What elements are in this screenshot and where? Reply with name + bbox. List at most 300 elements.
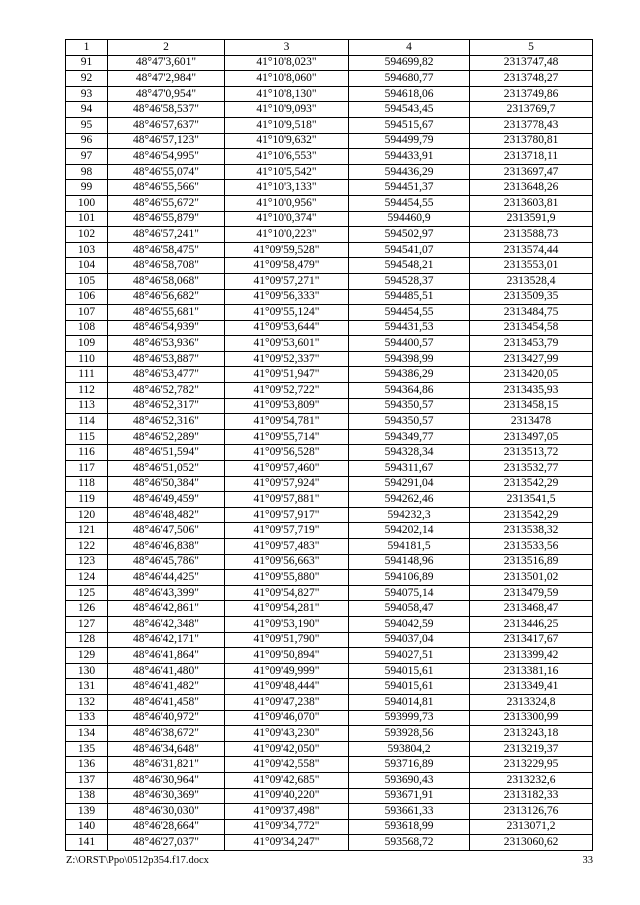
point-number-cell: 114 xyxy=(66,414,108,430)
header-cell-col-4: 4 xyxy=(349,40,470,56)
table-row xyxy=(66,492,593,508)
x-coordinate-cell: 594618,06 xyxy=(349,86,470,102)
y-coordinate-cell: 2313603,81 xyxy=(470,195,593,211)
table-row xyxy=(66,663,593,679)
latitude-cell: 48°46'58,475" xyxy=(108,242,225,258)
longitude-cell: 41°09'49,999" xyxy=(225,663,349,679)
latitude-cell: 48°46'42,171" xyxy=(108,632,225,648)
point-number-cell: 112 xyxy=(66,383,108,399)
longitude-cell: 41°09'53,644" xyxy=(225,320,349,336)
y-coordinate-cell: 2313780,81 xyxy=(470,133,593,149)
longitude-cell: 41°09'52,337" xyxy=(225,351,349,367)
longitude-cell: 41°09'56,528" xyxy=(225,445,349,461)
table-row xyxy=(66,726,593,742)
x-coordinate-cell: 594364,86 xyxy=(349,383,470,399)
y-coordinate-cell: 2313542,29 xyxy=(470,476,593,492)
point-number-cell: 139 xyxy=(66,804,108,820)
point-number-cell: 104 xyxy=(66,258,108,274)
x-coordinate-cell: 593716,89 xyxy=(349,757,470,773)
y-coordinate-cell: 2313479,59 xyxy=(470,585,593,601)
y-coordinate-cell: 2313588,73 xyxy=(470,227,593,243)
point-number-cell: 131 xyxy=(66,679,108,695)
table-row xyxy=(66,741,593,757)
table-row xyxy=(66,320,593,336)
point-number-cell: 117 xyxy=(66,461,108,477)
latitude-cell: 48°46'52,316" xyxy=(108,414,225,430)
x-coordinate-cell: 594202,14 xyxy=(349,523,470,539)
point-number-cell: 124 xyxy=(66,570,108,586)
longitude-cell: 41°09'58,479" xyxy=(225,258,349,274)
x-coordinate-cell: 593999,73 xyxy=(349,710,470,726)
longitude-cell: 41°10'8,130" xyxy=(225,86,349,102)
x-coordinate-cell: 593690,43 xyxy=(349,772,470,788)
point-number-cell: 99 xyxy=(66,180,108,196)
x-coordinate-cell: 594548,21 xyxy=(349,258,470,274)
latitude-cell: 48°46'52,782" xyxy=(108,383,225,399)
coordinates-table xyxy=(65,39,593,851)
point-number-cell: 92 xyxy=(66,71,108,87)
longitude-cell: 41°10'0,956" xyxy=(225,195,349,211)
latitude-cell: 48°46'56,682" xyxy=(108,289,225,305)
table-row xyxy=(66,336,593,352)
x-coordinate-cell: 594528,37 xyxy=(349,273,470,289)
latitude-cell: 48°46'31,821" xyxy=(108,757,225,773)
point-number-cell: 98 xyxy=(66,164,108,180)
longitude-cell: 41°09'56,663" xyxy=(225,554,349,570)
table-row xyxy=(66,819,593,835)
table-row xyxy=(66,258,593,274)
longitude-cell: 41°09'51,947" xyxy=(225,367,349,383)
longitude-cell: 41°10'0,374" xyxy=(225,211,349,227)
header-cell-col-5: 5 xyxy=(470,40,593,56)
longitude-cell: 41°09'55,714" xyxy=(225,429,349,445)
point-number-cell: 93 xyxy=(66,86,108,102)
longitude-cell: 41°10'6,553" xyxy=(225,149,349,165)
point-number-cell: 108 xyxy=(66,320,108,336)
latitude-cell: 48°46'41,864" xyxy=(108,648,225,664)
x-coordinate-cell: 594515,67 xyxy=(349,117,470,133)
y-coordinate-cell: 2313182,33 xyxy=(470,788,593,804)
longitude-cell: 41°09'56,333" xyxy=(225,289,349,305)
x-coordinate-cell: 594015,61 xyxy=(349,663,470,679)
latitude-cell: 48°46'45,786" xyxy=(108,554,225,570)
latitude-cell: 48°46'54,939" xyxy=(108,320,225,336)
x-coordinate-cell: 594350,57 xyxy=(349,398,470,414)
table-row xyxy=(66,383,593,399)
point-number-cell: 109 xyxy=(66,336,108,352)
longitude-cell: 41°09'54,281" xyxy=(225,601,349,617)
longitude-cell: 41°09'55,124" xyxy=(225,305,349,321)
y-coordinate-cell: 2313324,8 xyxy=(470,694,593,710)
latitude-cell: 48°46'53,887" xyxy=(108,351,225,367)
footer-page-number: 33 xyxy=(582,855,593,866)
point-number-cell: 107 xyxy=(66,305,108,321)
latitude-cell: 48°46'38,672" xyxy=(108,726,225,742)
point-number-cell: 122 xyxy=(66,539,108,555)
y-coordinate-cell: 2313229,95 xyxy=(470,757,593,773)
longitude-cell: 41°10'9,093" xyxy=(225,102,349,118)
point-number-cell: 127 xyxy=(66,616,108,632)
latitude-cell: 48°47'2,984" xyxy=(108,71,225,87)
x-coordinate-cell: 594454,55 xyxy=(349,195,470,211)
point-number-cell: 95 xyxy=(66,117,108,133)
y-coordinate-cell: 2313747,48 xyxy=(470,55,593,71)
x-coordinate-cell: 594311,67 xyxy=(349,461,470,477)
table-row xyxy=(66,476,593,492)
x-coordinate-cell: 594431,53 xyxy=(349,320,470,336)
longitude-cell: 41°09'34,772" xyxy=(225,819,349,835)
table-header-row xyxy=(66,40,593,56)
x-coordinate-cell: 593618,99 xyxy=(349,819,470,835)
longitude-cell: 41°09'46,070" xyxy=(225,710,349,726)
point-number-cell: 96 xyxy=(66,133,108,149)
table-row xyxy=(66,757,593,773)
y-coordinate-cell: 2313697,47 xyxy=(470,164,593,180)
header-cell-col-3: 3 xyxy=(225,40,349,56)
y-coordinate-cell: 2313541,5 xyxy=(470,492,593,508)
latitude-cell: 48°46'54,995" xyxy=(108,149,225,165)
table-row xyxy=(66,71,593,87)
table-row xyxy=(66,102,593,118)
y-coordinate-cell: 2313528,4 xyxy=(470,273,593,289)
table-row xyxy=(66,648,593,664)
point-number-cell: 133 xyxy=(66,710,108,726)
point-number-cell: 132 xyxy=(66,694,108,710)
latitude-cell: 48°46'28,664" xyxy=(108,819,225,835)
header-cell-col-2: 2 xyxy=(108,40,225,56)
point-number-cell: 100 xyxy=(66,195,108,211)
table-row xyxy=(66,710,593,726)
table-row xyxy=(66,414,593,430)
y-coordinate-cell: 2313232,6 xyxy=(470,772,593,788)
longitude-cell: 41°09'43,230" xyxy=(225,726,349,742)
x-coordinate-cell: 594541,07 xyxy=(349,242,470,258)
latitude-cell: 48°46'43,399" xyxy=(108,585,225,601)
coordinates-table-body xyxy=(66,40,593,851)
latitude-cell: 48°46'55,074" xyxy=(108,164,225,180)
point-number-cell: 119 xyxy=(66,492,108,508)
longitude-cell: 41°10'9,632" xyxy=(225,133,349,149)
point-number-cell: 94 xyxy=(66,102,108,118)
latitude-cell: 48°46'58,708" xyxy=(108,258,225,274)
table-row xyxy=(66,180,593,196)
longitude-cell: 41°09'57,881" xyxy=(225,492,349,508)
point-number-cell: 111 xyxy=(66,367,108,383)
table-row xyxy=(66,305,593,321)
table-row xyxy=(66,351,593,367)
point-number-cell: 106 xyxy=(66,289,108,305)
longitude-cell: 41°09'42,050" xyxy=(225,741,349,757)
x-coordinate-cell: 594502,97 xyxy=(349,227,470,243)
y-coordinate-cell: 2313542,29 xyxy=(470,507,593,523)
y-coordinate-cell: 2313349,41 xyxy=(470,679,593,695)
x-coordinate-cell: 594106,89 xyxy=(349,570,470,586)
latitude-cell: 48°46'55,566" xyxy=(108,180,225,196)
longitude-cell: 41°09'57,271" xyxy=(225,273,349,289)
point-number-cell: 110 xyxy=(66,351,108,367)
y-coordinate-cell: 2313060,62 xyxy=(470,835,593,851)
table-row xyxy=(66,227,593,243)
latitude-cell: 48°46'57,123" xyxy=(108,133,225,149)
x-coordinate-cell: 594181,5 xyxy=(349,539,470,555)
latitude-cell: 48°46'41,458" xyxy=(108,694,225,710)
table-row xyxy=(66,804,593,820)
latitude-cell: 48°46'57,637" xyxy=(108,117,225,133)
y-coordinate-cell: 2313446,25 xyxy=(470,616,593,632)
x-coordinate-cell: 594058,47 xyxy=(349,601,470,617)
table-row xyxy=(66,398,593,414)
y-coordinate-cell: 2313718,11 xyxy=(470,149,593,165)
y-coordinate-cell: 2313591,9 xyxy=(470,211,593,227)
latitude-cell: 48°46'55,879" xyxy=(108,211,225,227)
point-number-cell: 118 xyxy=(66,476,108,492)
table-row xyxy=(66,55,593,71)
x-coordinate-cell: 593661,33 xyxy=(349,804,470,820)
x-coordinate-cell: 594680,77 xyxy=(349,71,470,87)
table-row xyxy=(66,149,593,165)
x-coordinate-cell: 594027,51 xyxy=(349,648,470,664)
table-row xyxy=(66,211,593,227)
point-number-cell: 125 xyxy=(66,585,108,601)
y-coordinate-cell: 2313126,76 xyxy=(470,804,593,820)
y-coordinate-cell: 2313454,58 xyxy=(470,320,593,336)
longitude-cell: 41°09'42,558" xyxy=(225,757,349,773)
latitude-cell: 48°46'30,964" xyxy=(108,772,225,788)
latitude-cell: 48°46'51,594" xyxy=(108,445,225,461)
y-coordinate-cell: 2313468,47 xyxy=(470,601,593,617)
table-row xyxy=(66,429,593,445)
table-row xyxy=(66,507,593,523)
longitude-cell: 41°10'5,542" xyxy=(225,164,349,180)
point-number-cell: 116 xyxy=(66,445,108,461)
latitude-cell: 48°47'0,954" xyxy=(108,86,225,102)
longitude-cell: 41°09'42,685" xyxy=(225,772,349,788)
point-number-cell: 140 xyxy=(66,819,108,835)
longitude-cell: 41°09'53,809" xyxy=(225,398,349,414)
point-number-cell: 113 xyxy=(66,398,108,414)
longitude-cell: 41°10'0,223" xyxy=(225,227,349,243)
point-number-cell: 103 xyxy=(66,242,108,258)
x-coordinate-cell: 594350,57 xyxy=(349,414,470,430)
y-coordinate-cell: 2313243,18 xyxy=(470,726,593,742)
table-row xyxy=(66,694,593,710)
longitude-cell: 41°10'8,023" xyxy=(225,55,349,71)
longitude-cell: 41°09'54,827" xyxy=(225,585,349,601)
point-number-cell: 129 xyxy=(66,648,108,664)
latitude-cell: 48°46'30,369" xyxy=(108,788,225,804)
table-row xyxy=(66,86,593,102)
x-coordinate-cell: 594433,91 xyxy=(349,149,470,165)
y-coordinate-cell: 2313399,42 xyxy=(470,648,593,664)
table-row xyxy=(66,242,593,258)
y-coordinate-cell: 2313532,77 xyxy=(470,461,593,477)
table-row xyxy=(66,616,593,632)
point-number-cell: 130 xyxy=(66,663,108,679)
point-number-cell: 101 xyxy=(66,211,108,227)
longitude-cell: 41°09'50,894" xyxy=(225,648,349,664)
x-coordinate-cell: 594042,59 xyxy=(349,616,470,632)
longitude-cell: 41°09'47,238" xyxy=(225,694,349,710)
table-row xyxy=(66,445,593,461)
longitude-cell: 41°09'57,917" xyxy=(225,507,349,523)
x-coordinate-cell: 594349,77 xyxy=(349,429,470,445)
table-row xyxy=(66,461,593,477)
x-coordinate-cell: 594386,29 xyxy=(349,367,470,383)
table-row xyxy=(66,554,593,570)
latitude-cell: 48°46'44,425" xyxy=(108,570,225,586)
longitude-cell: 41°09'59,528" xyxy=(225,242,349,258)
y-coordinate-cell: 2313533,56 xyxy=(470,539,593,555)
y-coordinate-cell: 2313509,35 xyxy=(470,289,593,305)
latitude-cell: 48°46'42,348" xyxy=(108,616,225,632)
longitude-cell: 41°09'57,460" xyxy=(225,461,349,477)
latitude-cell: 48°46'46,838" xyxy=(108,539,225,555)
header-cell-col-1: 1 xyxy=(66,40,108,56)
latitude-cell: 48°46'52,317" xyxy=(108,398,225,414)
point-number-cell: 137 xyxy=(66,772,108,788)
footer-file-path: Z:\ORST\Ppo\0512p354.f17.docx xyxy=(66,855,209,866)
x-coordinate-cell: 594400,57 xyxy=(349,336,470,352)
latitude-cell: 48°46'58,068" xyxy=(108,273,225,289)
y-coordinate-cell: 2313484,75 xyxy=(470,305,593,321)
y-coordinate-cell: 2313501,02 xyxy=(470,570,593,586)
longitude-cell: 41°09'55,880" xyxy=(225,570,349,586)
x-coordinate-cell: 594543,45 xyxy=(349,102,470,118)
table-row xyxy=(66,117,593,133)
x-coordinate-cell: 594328,34 xyxy=(349,445,470,461)
point-number-cell: 91 xyxy=(66,55,108,71)
table-row xyxy=(66,539,593,555)
x-coordinate-cell: 594037,04 xyxy=(349,632,470,648)
latitude-cell: 48°46'34,648" xyxy=(108,741,225,757)
point-number-cell: 120 xyxy=(66,507,108,523)
longitude-cell: 41°09'54,781" xyxy=(225,414,349,430)
table-row xyxy=(66,570,593,586)
table-row xyxy=(66,679,593,695)
longitude-cell: 41°09'40,220" xyxy=(225,788,349,804)
point-number-cell: 138 xyxy=(66,788,108,804)
y-coordinate-cell: 2313478 xyxy=(470,414,593,430)
x-coordinate-cell: 594075,14 xyxy=(349,585,470,601)
x-coordinate-cell: 593568,72 xyxy=(349,835,470,851)
y-coordinate-cell: 2313381,16 xyxy=(470,663,593,679)
y-coordinate-cell: 2313219,37 xyxy=(470,741,593,757)
x-coordinate-cell: 594460,9 xyxy=(349,211,470,227)
y-coordinate-cell: 2313749,86 xyxy=(470,86,593,102)
x-coordinate-cell: 593671,91 xyxy=(349,788,470,804)
x-coordinate-cell: 594014,81 xyxy=(349,694,470,710)
point-number-cell: 102 xyxy=(66,227,108,243)
x-coordinate-cell: 594436,29 xyxy=(349,164,470,180)
latitude-cell: 48°46'42,861" xyxy=(108,601,225,617)
latitude-cell: 48°46'49,459" xyxy=(108,492,225,508)
longitude-cell: 41°09'48,444" xyxy=(225,679,349,695)
table-row xyxy=(66,585,593,601)
latitude-cell: 48°46'30,030" xyxy=(108,804,225,820)
latitude-cell: 48°46'47,506" xyxy=(108,523,225,539)
point-number-cell: 136 xyxy=(66,757,108,773)
y-coordinate-cell: 2313553,01 xyxy=(470,258,593,274)
table-row xyxy=(66,367,593,383)
y-coordinate-cell: 2313748,27 xyxy=(470,71,593,87)
table-row xyxy=(66,273,593,289)
table-row xyxy=(66,289,593,305)
table-row xyxy=(66,164,593,180)
point-number-cell: 128 xyxy=(66,632,108,648)
table-row xyxy=(66,835,593,851)
latitude-cell: 48°46'27,037" xyxy=(108,835,225,851)
x-coordinate-cell: 594454,55 xyxy=(349,305,470,321)
point-number-cell: 115 xyxy=(66,429,108,445)
y-coordinate-cell: 2313516,89 xyxy=(470,554,593,570)
y-coordinate-cell: 2313300,99 xyxy=(470,710,593,726)
longitude-cell: 41°10'3,133" xyxy=(225,180,349,196)
latitude-cell: 48°46'53,477" xyxy=(108,367,225,383)
latitude-cell: 48°46'52,289" xyxy=(108,429,225,445)
x-coordinate-cell: 594499,79 xyxy=(349,133,470,149)
y-coordinate-cell: 2313458,15 xyxy=(470,398,593,414)
latitude-cell: 48°46'40,972" xyxy=(108,710,225,726)
longitude-cell: 41°09'57,483" xyxy=(225,539,349,555)
y-coordinate-cell: 2313538,32 xyxy=(470,523,593,539)
table-row xyxy=(66,632,593,648)
y-coordinate-cell: 2313778,43 xyxy=(470,117,593,133)
latitude-cell: 48°46'55,672" xyxy=(108,195,225,211)
point-number-cell: 123 xyxy=(66,554,108,570)
longitude-cell: 41°09'37,498" xyxy=(225,804,349,820)
x-coordinate-cell: 594398,99 xyxy=(349,351,470,367)
x-coordinate-cell: 594451,37 xyxy=(349,180,470,196)
table-row xyxy=(66,195,593,211)
point-number-cell: 135 xyxy=(66,741,108,757)
y-coordinate-cell: 2313435,93 xyxy=(470,383,593,399)
longitude-cell: 41°10'8,060" xyxy=(225,71,349,87)
x-coordinate-cell: 594291,04 xyxy=(349,476,470,492)
y-coordinate-cell: 2313417,67 xyxy=(470,632,593,648)
y-coordinate-cell: 2313071,2 xyxy=(470,819,593,835)
x-coordinate-cell: 594015,61 xyxy=(349,679,470,695)
x-coordinate-cell: 594262,46 xyxy=(349,492,470,508)
point-number-cell: 105 xyxy=(66,273,108,289)
point-number-cell: 141 xyxy=(66,835,108,851)
longitude-cell: 41°09'34,247" xyxy=(225,835,349,851)
latitude-cell: 48°46'55,681" xyxy=(108,305,225,321)
point-number-cell: 97 xyxy=(66,149,108,165)
table-row xyxy=(66,133,593,149)
latitude-cell: 48°46'53,936" xyxy=(108,336,225,352)
y-coordinate-cell: 2313497,05 xyxy=(470,429,593,445)
longitude-cell: 41°10'9,518" xyxy=(225,117,349,133)
latitude-cell: 48°46'41,480" xyxy=(108,663,225,679)
y-coordinate-cell: 2313574,44 xyxy=(470,242,593,258)
table-row xyxy=(66,523,593,539)
longitude-cell: 41°09'52,722" xyxy=(225,383,349,399)
point-number-cell: 121 xyxy=(66,523,108,539)
latitude-cell: 48°46'51,052" xyxy=(108,461,225,477)
x-coordinate-cell: 594232,3 xyxy=(349,507,470,523)
x-coordinate-cell: 594485,51 xyxy=(349,289,470,305)
y-coordinate-cell: 2313453,79 xyxy=(470,336,593,352)
x-coordinate-cell: 594148,96 xyxy=(349,554,470,570)
longitude-cell: 41°09'53,190" xyxy=(225,616,349,632)
latitude-cell: 48°46'58,537" xyxy=(108,102,225,118)
latitude-cell: 48°46'50,384" xyxy=(108,476,225,492)
y-coordinate-cell: 2313648,26 xyxy=(470,180,593,196)
y-coordinate-cell: 2313513,72 xyxy=(470,445,593,461)
longitude-cell: 41°09'57,719" xyxy=(225,523,349,539)
latitude-cell: 48°47'3,601" xyxy=(108,55,225,71)
point-number-cell: 134 xyxy=(66,726,108,742)
